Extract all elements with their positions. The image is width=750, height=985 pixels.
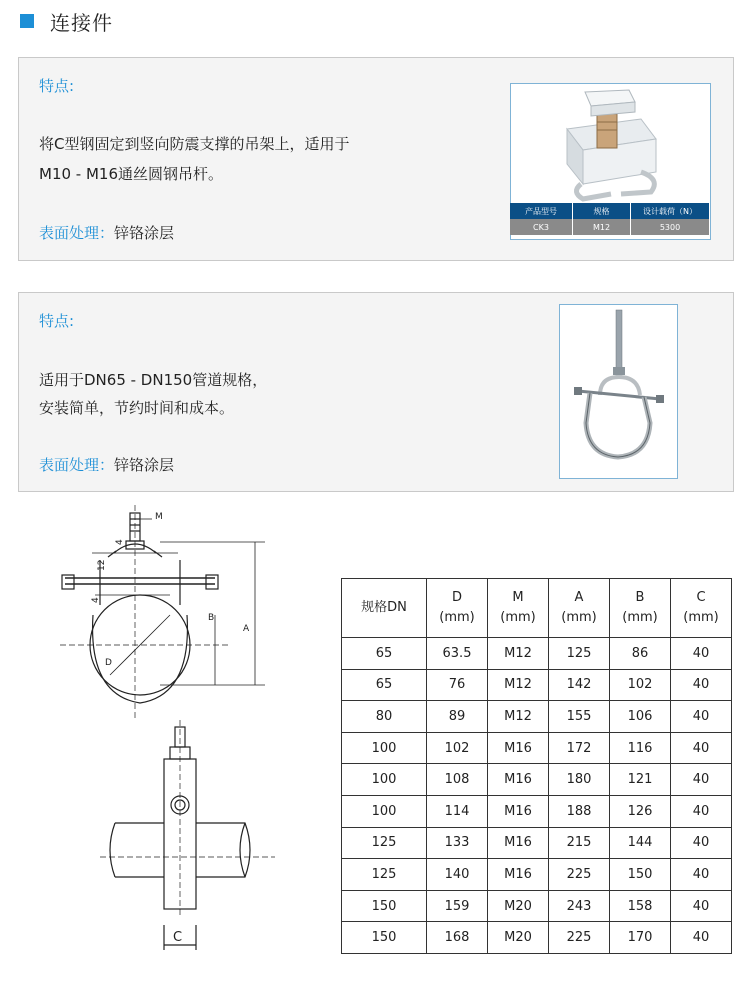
table-row	[342, 922, 732, 954]
table-cell: 108	[427, 764, 488, 796]
table-header-row	[342, 579, 732, 638]
surface-label: 表面处理：	[39, 456, 115, 474]
table-cell: M16	[488, 732, 549, 764]
product-card-2	[18, 292, 734, 492]
table-cell: 225	[549, 922, 610, 954]
table-cell: 159	[427, 890, 488, 922]
product-card-1	[18, 57, 734, 261]
spec-header-model: 产品型号	[510, 203, 573, 219]
dim-B-label: B	[208, 613, 215, 623]
table-cell: 142	[549, 669, 610, 701]
dim-12-label: 12	[97, 559, 107, 571]
table-cell: 125	[342, 827, 427, 859]
spec-header-size: 规格	[573, 203, 631, 219]
table-cell: 170	[610, 922, 671, 954]
section-header	[20, 8, 113, 34]
header-dn: 规格DN	[342, 579, 427, 638]
surface-treatment	[39, 222, 174, 243]
dim-C-label: C	[173, 930, 183, 945]
feature-line-1: 适用于DN65 - DN150管道规格，	[39, 371, 268, 389]
table-cell: 40	[671, 638, 732, 670]
table-cell: 114	[427, 795, 488, 827]
table-cell: 125	[342, 859, 427, 891]
table-cell: 116	[610, 732, 671, 764]
table-cell: 125	[549, 638, 610, 670]
dim-M-label: M	[155, 512, 163, 522]
table-row	[342, 890, 732, 922]
table-cell: 121	[610, 764, 671, 796]
table-cell: 40	[671, 795, 732, 827]
table-cell: 63.5	[427, 638, 488, 670]
dimension-table	[341, 578, 732, 954]
table-row	[342, 732, 732, 764]
table-cell: 40	[671, 732, 732, 764]
table-cell: 40	[671, 890, 732, 922]
table-row	[342, 764, 732, 796]
table-cell: 150	[342, 890, 427, 922]
table-cell: 89	[427, 701, 488, 733]
header-m: M (mm)	[488, 579, 549, 638]
surface-value: 锌铬涂层	[114, 456, 175, 474]
pipe-hanger-photo	[559, 304, 678, 479]
table-cell: 168	[427, 922, 488, 954]
table-cell: 86	[610, 638, 671, 670]
header-c: C (mm)	[671, 579, 732, 638]
table-row	[342, 859, 732, 891]
table-cell: M20	[488, 922, 549, 954]
table-cell: 100	[342, 732, 427, 764]
table-row	[342, 638, 732, 670]
table-cell: 140	[427, 859, 488, 891]
table-cell: M16	[488, 764, 549, 796]
surface-label: 表面处理：	[39, 224, 115, 242]
spec-model: CK3	[510, 219, 573, 235]
feature-label: 特点:	[39, 312, 75, 330]
table-cell: 40	[671, 764, 732, 796]
surface-treatment	[39, 454, 174, 475]
table-cell: 100	[342, 764, 427, 796]
table-cell: 40	[671, 922, 732, 954]
spec-header-load: 设计载荷（N）	[643, 206, 697, 216]
table-cell: 40	[671, 701, 732, 733]
spec-table	[510, 203, 709, 235]
dim-D-label: D	[105, 658, 112, 668]
table-cell: 150	[342, 922, 427, 954]
feature-line-1: 将C型钢固定到竖向防震支撑的吊架上，适用于	[39, 135, 350, 153]
table-cell: 150	[610, 859, 671, 891]
table-cell: 40	[671, 669, 732, 701]
dim-A-label: A	[243, 624, 250, 634]
table-cell: M16	[488, 827, 549, 859]
table-cell: 126	[610, 795, 671, 827]
feature-line-2: M10 - M16通丝圆钢吊杆。	[39, 165, 224, 183]
table-cell: M20	[488, 890, 549, 922]
c-channel-connector-image	[511, 84, 710, 204]
header-b: B (mm)	[610, 579, 671, 638]
table-cell: 76	[427, 669, 488, 701]
clevis-hanger-image	[560, 305, 677, 478]
table-cell: M16	[488, 859, 549, 891]
table-cell: 243	[549, 890, 610, 922]
table-cell: 215	[549, 827, 610, 859]
table-cell: M12	[488, 669, 549, 701]
feature-label: 特点:	[39, 77, 75, 95]
table-cell: 40	[671, 827, 732, 859]
table-cell: 106	[610, 701, 671, 733]
section-marker-icon	[20, 14, 34, 28]
dim-4b-label: 4	[91, 597, 101, 603]
table-cell: 144	[610, 827, 671, 859]
table-cell: 225	[549, 859, 610, 891]
table-cell: M12	[488, 638, 549, 670]
dimension-drawing	[40, 505, 290, 960]
table-cell: 180	[549, 764, 610, 796]
table-cell: 40	[671, 859, 732, 891]
dim-4a-label: 4	[115, 539, 125, 545]
table-cell: M12	[488, 701, 549, 733]
table-cell: 188	[549, 795, 610, 827]
table-cell: 158	[610, 890, 671, 922]
table-cell: 155	[549, 701, 610, 733]
table-cell: 80	[342, 701, 427, 733]
table-cell: 133	[427, 827, 488, 859]
table-cell: 102	[427, 732, 488, 764]
table-row	[342, 701, 732, 733]
spec-load: 5300	[659, 222, 681, 232]
header-d: D (mm)	[427, 579, 488, 638]
section-title: 连接件	[50, 10, 113, 35]
surface-value: 锌铬涂层	[114, 224, 175, 242]
spec-size: M12	[573, 219, 631, 235]
table-row	[342, 827, 732, 859]
table-cell: M16	[488, 795, 549, 827]
table-row	[342, 669, 732, 701]
table-cell: 65	[342, 638, 427, 670]
table-cell: 65	[342, 669, 427, 701]
table-cell: 172	[549, 732, 610, 764]
table-cell: 102	[610, 669, 671, 701]
table-cell: 100	[342, 795, 427, 827]
header-a: A (mm)	[549, 579, 610, 638]
table-row	[342, 795, 732, 827]
feature-line-2: 安装简单，节约时间和成本。	[39, 399, 235, 417]
